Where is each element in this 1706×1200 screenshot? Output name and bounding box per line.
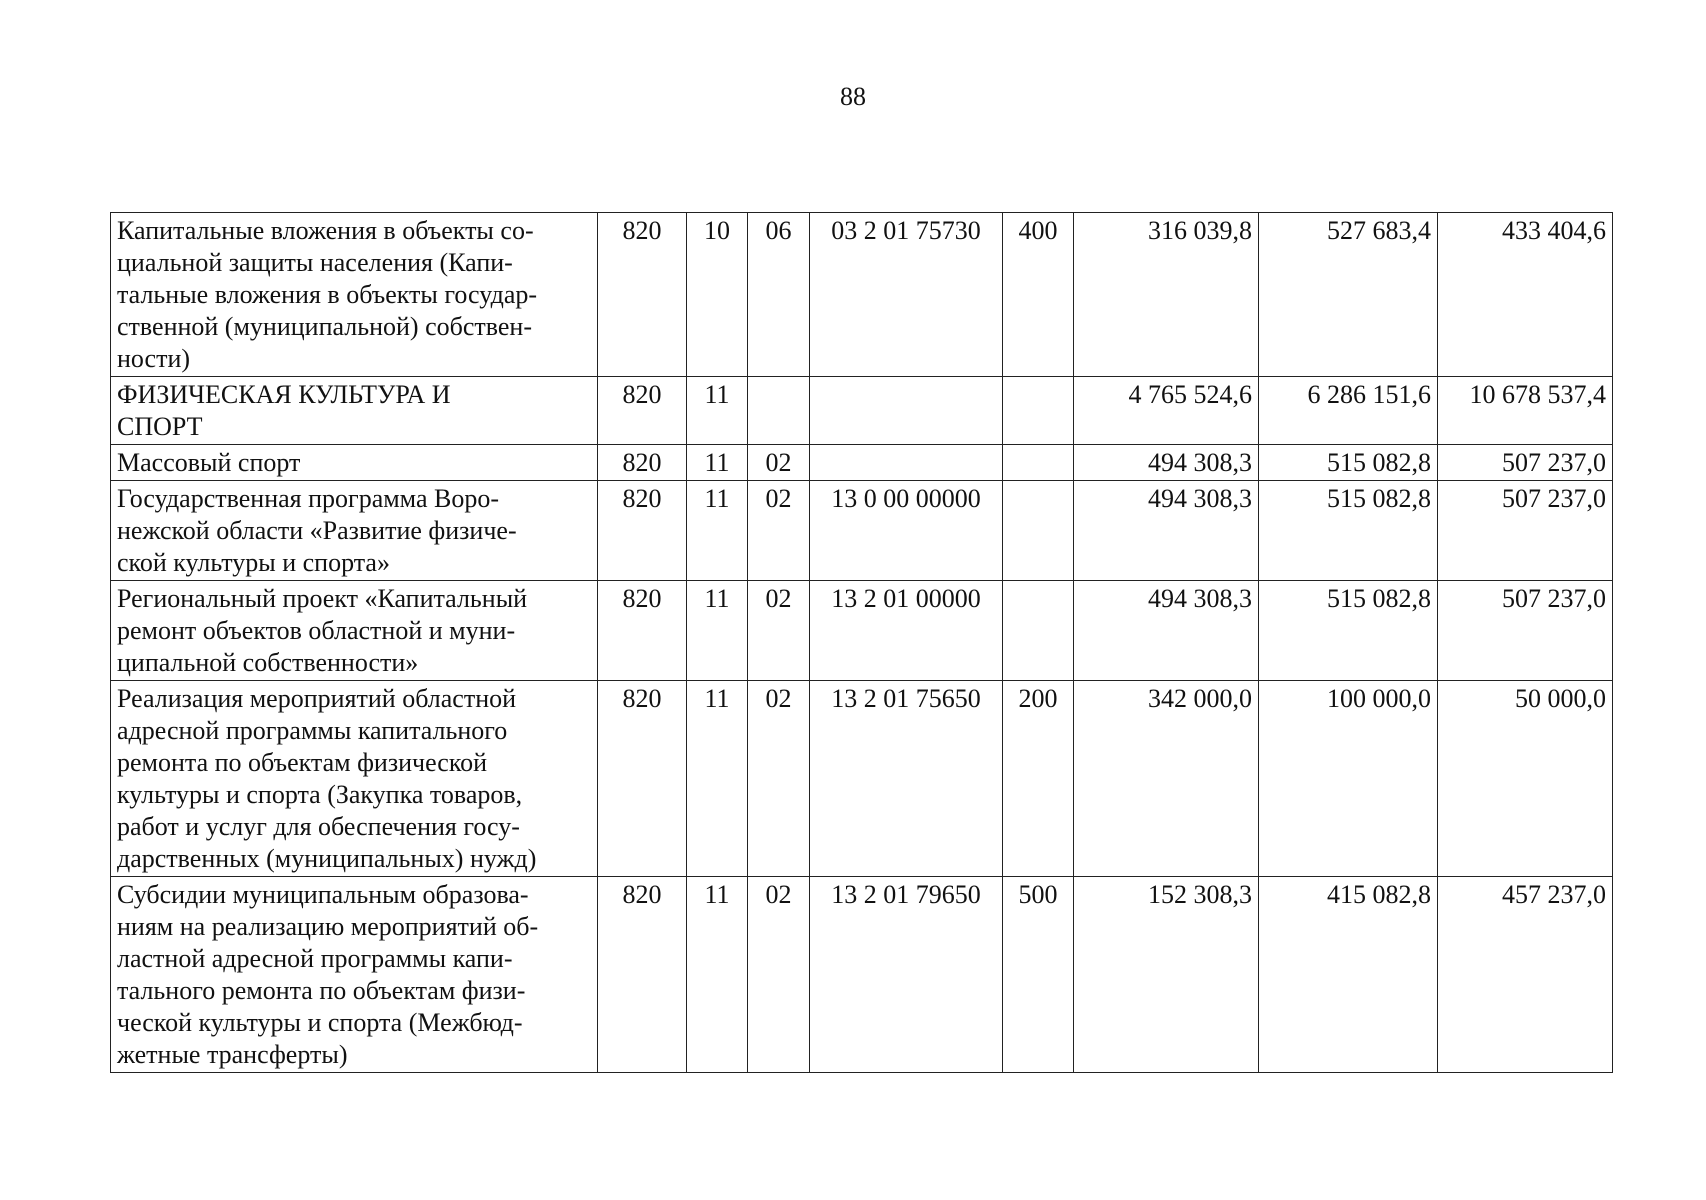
cell-amount-year3: 507 237,0 xyxy=(1438,481,1613,581)
cell-grbs: 820 xyxy=(598,481,687,581)
cell-section: 11 xyxy=(687,445,748,481)
cell-amount-year1: 494 308,3 xyxy=(1074,581,1259,681)
cell-expense-type: 200 xyxy=(1003,681,1074,877)
cell-section: 11 xyxy=(687,681,748,877)
cell-subsection: 02 xyxy=(748,877,810,1073)
table-row xyxy=(111,213,1613,377)
cell-section: 11 xyxy=(687,581,748,681)
cell-target-article xyxy=(810,377,1003,445)
cell-grbs: 820 xyxy=(598,213,687,377)
cell-target-article: 13 0 00 00000 xyxy=(810,481,1003,581)
cell-amount-year3: 457 237,0 xyxy=(1438,877,1613,1073)
cell-section: 11 xyxy=(687,377,748,445)
table-row xyxy=(111,481,1613,581)
cell-expense-type: 400 xyxy=(1003,213,1074,377)
table-row xyxy=(111,581,1613,681)
cell-section: 10 xyxy=(687,213,748,377)
cell-amount-year3: 433 404,6 xyxy=(1438,213,1613,377)
cell-subsection: 02 xyxy=(748,445,810,481)
cell-section: 11 xyxy=(687,877,748,1073)
cell-section: 11 xyxy=(687,481,748,581)
cell-expense-type: 500 xyxy=(1003,877,1074,1073)
cell-subsection xyxy=(748,377,810,445)
cell-expense-type xyxy=(1003,445,1074,481)
cell-name: Капитальные вложения в объекты со- циальной защиты населения (Капи- тальные вложения в объекты государ- ственной (муниципальной) собствен- ности) xyxy=(111,213,598,377)
cell-amount-year3: 50 000,0 xyxy=(1438,681,1613,877)
cell-subsection: 02 xyxy=(748,681,810,877)
cell-grbs: 820 xyxy=(598,445,687,481)
page-number: 88 xyxy=(840,82,866,111)
cell-name: Массовый спорт xyxy=(111,445,598,481)
cell-grbs: 820 xyxy=(598,581,687,681)
cell-amount-year1: 494 308,3 xyxy=(1074,445,1259,481)
table-row xyxy=(111,445,1613,481)
cell-amount-year1: 342 000,0 xyxy=(1074,681,1259,877)
cell-expense-type xyxy=(1003,581,1074,681)
cell-target-article: 13 2 01 75650 xyxy=(810,681,1003,877)
cell-amount-year2: 515 082,8 xyxy=(1259,581,1438,681)
cell-amount-year1: 4 765 524,6 xyxy=(1074,377,1259,445)
cell-target-article xyxy=(810,445,1003,481)
cell-amount-year2: 527 683,4 xyxy=(1259,213,1438,377)
cell-amount-year2: 415 082,8 xyxy=(1259,877,1438,1073)
cell-target-article: 13 2 01 79650 xyxy=(810,877,1003,1073)
cell-amount-year1: 494 308,3 xyxy=(1074,481,1259,581)
table-row xyxy=(111,877,1613,1073)
cell-subsection: 02 xyxy=(748,481,810,581)
budget-table xyxy=(110,212,1613,1073)
cell-grbs: 820 xyxy=(598,877,687,1073)
cell-name: Субсидии муниципальным образова- ниям на реализацию мероприятий об- ластной адресной программы капи- тального ремонта по объектам физи- ческой культуры и спорта (Межбюд- жетные трансферты) xyxy=(111,877,598,1073)
cell-name: ФИЗИЧЕСКАЯ КУЛЬТУРА И СПОРТ xyxy=(111,377,598,445)
cell-amount-year2: 515 082,8 xyxy=(1259,481,1438,581)
cell-amount-year3: 507 237,0 xyxy=(1438,581,1613,681)
table-row xyxy=(111,681,1613,877)
table-row xyxy=(111,377,1613,445)
cell-amount-year2: 100 000,0 xyxy=(1259,681,1438,877)
cell-grbs: 820 xyxy=(598,681,687,877)
cell-amount-year2: 515 082,8 xyxy=(1259,445,1438,481)
cell-expense-type xyxy=(1003,481,1074,581)
cell-target-article: 03 2 01 75730 xyxy=(810,213,1003,377)
cell-target-article: 13 2 01 00000 xyxy=(810,581,1003,681)
cell-expense-type xyxy=(1003,377,1074,445)
cell-amount-year2: 6 286 151,6 xyxy=(1259,377,1438,445)
cell-name: Региональный проект «Капитальный ремонт объектов областной и муни- ципальной собственности» xyxy=(111,581,598,681)
cell-name: Государственная программа Воро- нежской области «Развитие физиче- ской культуры и спорта» xyxy=(111,481,598,581)
cell-amount-year3: 507 237,0 xyxy=(1438,445,1613,481)
table-body xyxy=(111,213,1613,1073)
cell-subsection: 02 xyxy=(748,581,810,681)
cell-amount-year3: 10 678 537,4 xyxy=(1438,377,1613,445)
cell-amount-year1: 152 308,3 xyxy=(1074,877,1259,1073)
cell-name: Реализация мероприятий областной адресной программы капитального ремонта по объектам физической культуры и спорта (Закупка товаров, работ и услуг для обеспечения госу- дарственных (муниципальных) нужд) xyxy=(111,681,598,877)
cell-subsection: 06 xyxy=(748,213,810,377)
cell-amount-year1: 316 039,8 xyxy=(1074,213,1259,377)
cell-grbs: 820 xyxy=(598,377,687,445)
